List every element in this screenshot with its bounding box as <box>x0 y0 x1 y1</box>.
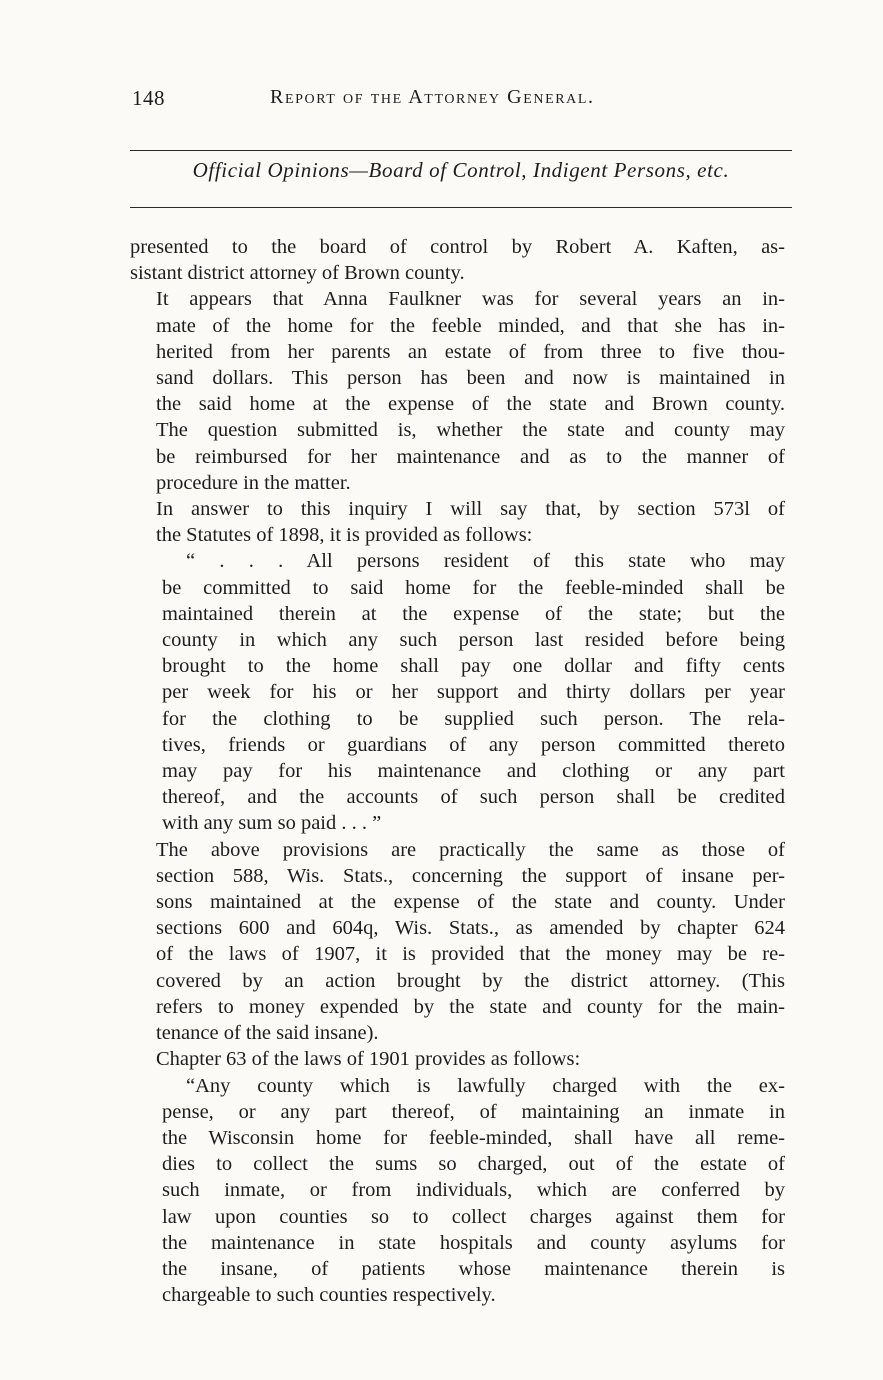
text-line: pense, or any part thereof, of maintaining an inmate in <box>162 1100 785 1123</box>
text-line: The question submitted is, whether the state and county may <box>156 419 785 442</box>
text-line: thereof, and the accounts of such person shall be credited <box>162 786 785 809</box>
text-line: the maintenance in state hospitals and county asylums for <box>162 1231 785 1254</box>
text-line: may pay for his maintenance and clothing or any part <box>162 760 785 783</box>
text-line: county in which any such person last resided before being <box>162 629 785 652</box>
text-line: of the laws of 1907, it is provided that the money may be re- <box>156 943 785 966</box>
text-line: covered by an action brought by the district attorney. (This <box>156 969 785 992</box>
text-line: the Wisconsin home for feeble-minded, shall have all reme- <box>162 1126 785 1149</box>
text-line: be committed to said home for the feeble-minded shall be <box>162 576 785 599</box>
text-line: be reimbursed for her maintenance and as to the manner of <box>156 445 785 468</box>
body-text <box>130 234 785 1308</box>
text-line: refers to money expended by the state and county for the main- <box>156 995 785 1018</box>
paragraph <box>130 837 785 1047</box>
text-line: It appears that Anna Faulkner was for several years an in- <box>156 288 785 311</box>
text-line: tives, friends or guardians of any person committed thereto <box>162 733 785 756</box>
text-line: maintained therein at the expense of the state; but the <box>162 602 785 625</box>
text-line: “Any county which is lawfully charged with the ex- <box>186 1074 785 1097</box>
text-line: the insane, of patients whose maintenance therein is <box>162 1257 785 1280</box>
paragraph <box>130 286 785 496</box>
header-rule-top <box>130 150 792 151</box>
text-line: for the clothing to be supplied such person. The rela- <box>162 707 785 730</box>
text-line: sons maintained at the expense of the state and county. Under <box>156 891 785 914</box>
text-line: “ . . . All persons resident of this state who may <box>186 550 785 573</box>
text-line: herited from her parents an estate of from three to five thou- <box>156 340 785 363</box>
text-line: sections 600 and 604q, Wis. Stats., as amended by chapter 624 <box>156 917 785 940</box>
paragraph <box>130 496 785 548</box>
text-line: tenance of the said insane). <box>156 1022 379 1045</box>
text-line: sand dollars. This person has been and now is maintained in <box>156 367 785 390</box>
text-line: chargeable to such counties respectively. <box>162 1284 496 1307</box>
header-rule-bottom <box>130 207 792 208</box>
block-quote <box>162 1073 785 1309</box>
text-line: In answer to this inquiry I will say that, by section 573l of <box>156 498 785 521</box>
text-line: section 588, Wis. Stats., concerning the support of insane per- <box>156 864 785 887</box>
text-line: law upon counties so to collect charges against them for <box>162 1205 785 1228</box>
paragraph <box>130 234 785 286</box>
text-line: dies to collect the sums so charged, out of the estate of <box>162 1153 785 1176</box>
text-line: with any sum so paid . . . ” <box>162 812 382 835</box>
running-title: Report of the Attorney General. <box>270 86 595 108</box>
paragraph <box>130 1046 785 1072</box>
text-line: presented to the board of control by Robert A. Kaften, as- <box>130 236 785 258</box>
text-line: the Statutes of 1898, it is provided as follows: <box>156 524 533 547</box>
page-number: 148 <box>132 86 165 110</box>
text-line: sistant district attorney of Brown county. <box>130 262 465 285</box>
text-line: such inmate, or from individuals, which are conferred by <box>162 1179 785 1202</box>
page-header <box>132 86 792 120</box>
text-line: per week for his or her support and thirty dollars per year <box>162 681 785 704</box>
text-line: brought to the home shall pay one dollar and fifty cents <box>162 655 785 678</box>
text-line: mate of the home for the feeble minded, and that she has in- <box>156 314 785 337</box>
block-quote <box>162 548 785 836</box>
text-line: Chapter 63 of the laws of 1901 provides as follows: <box>156 1048 581 1071</box>
text-line: The above provisions are practically the same as those of <box>156 838 785 861</box>
text-line: procedure in the matter. <box>156 471 351 494</box>
text-line: the said home at the expense of the state and Brown county. <box>156 393 785 416</box>
section-heading: Official Opinions—Board of Control, Indigent Persons, etc. <box>192 158 730 182</box>
